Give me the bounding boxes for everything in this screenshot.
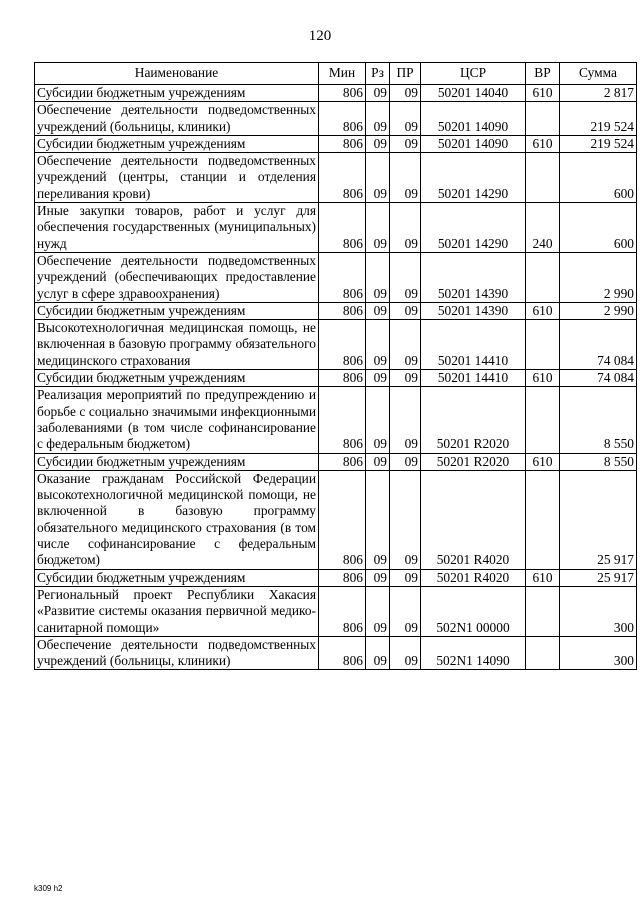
row-vr: 610 — [526, 135, 560, 152]
row-rz: 09 — [366, 85, 390, 102]
row-sum: 25 917 — [560, 569, 637, 586]
row-vr — [526, 102, 560, 136]
row-min: 806 — [319, 586, 366, 636]
footer-code: k309 h2 — [34, 884, 63, 893]
row-min: 806 — [319, 85, 366, 102]
row-sum: 74 084 — [560, 320, 637, 370]
row-min: 806 — [319, 135, 366, 152]
row-rz: 09 — [366, 569, 390, 586]
row-sum: 8 550 — [560, 453, 637, 470]
row-pr: 09 — [390, 636, 421, 670]
row-name: Субсидии бюджетным учреждениям — [35, 85, 319, 102]
row-name: Субсидии бюджетным учреждениям — [35, 569, 319, 586]
row-pr: 09 — [390, 586, 421, 636]
row-csr: 50201 R2020 — [421, 387, 526, 453]
header-csr: ЦСР — [421, 63, 526, 85]
row-name: Иные закупки товаров, работ и услуг для обеспечения государственных (муниципальных) нужд — [35, 203, 319, 253]
header-sum: Сумма — [560, 63, 637, 85]
row-pr: 09 — [390, 252, 421, 302]
row-min: 806 — [319, 370, 366, 387]
table-row — [35, 102, 637, 136]
header-pr: ПР — [390, 63, 421, 85]
row-name: Обеспечение деятельности подведомственных учреждений (центры, станции и отделения переливания крови) — [35, 153, 319, 203]
table-row — [35, 470, 637, 569]
row-vr — [526, 470, 560, 569]
row-csr: 50201 14410 — [421, 370, 526, 387]
row-vr — [526, 153, 560, 203]
table-row — [35, 586, 637, 636]
header-rz: Рз — [366, 63, 390, 85]
row-min: 806 — [319, 153, 366, 203]
row-sum: 219 524 — [560, 135, 637, 152]
row-vr — [526, 586, 560, 636]
row-name: Высокотехнологичная медицинская помощь, не включенная в базовую программу обязательного медицинского страхования — [35, 320, 319, 370]
row-min: 806 — [319, 252, 366, 302]
page-number: 120 — [308, 28, 332, 44]
row-vr: 240 — [526, 203, 560, 253]
row-sum: 219 524 — [560, 102, 637, 136]
row-pr: 09 — [390, 153, 421, 203]
row-rz: 09 — [366, 470, 390, 569]
row-csr: 50201 R2020 — [421, 453, 526, 470]
row-min: 806 — [319, 302, 366, 319]
table-row — [35, 153, 637, 203]
row-rz: 09 — [366, 252, 390, 302]
row-min: 806 — [319, 387, 366, 453]
row-pr: 09 — [390, 370, 421, 387]
row-csr: 50201 14040 — [421, 85, 526, 102]
table-row — [35, 85, 637, 102]
row-csr: 50201 14090 — [421, 135, 526, 152]
row-min: 806 — [319, 636, 366, 670]
budget-table — [34, 62, 637, 670]
row-pr: 09 — [390, 203, 421, 253]
row-vr: 610 — [526, 302, 560, 319]
row-vr — [526, 320, 560, 370]
row-pr: 09 — [390, 453, 421, 470]
row-min: 806 — [319, 102, 366, 136]
table-row — [35, 569, 637, 586]
row-rz: 09 — [366, 102, 390, 136]
row-rz: 09 — [366, 387, 390, 453]
row-pr: 09 — [390, 320, 421, 370]
row-rz: 09 — [366, 153, 390, 203]
row-name: Субсидии бюджетным учреждениям — [35, 453, 319, 470]
row-min: 806 — [319, 453, 366, 470]
row-csr: 50201 14410 — [421, 320, 526, 370]
row-vr — [526, 636, 560, 670]
row-csr: 50201 14090 — [421, 102, 526, 136]
header-min: Мин — [319, 63, 366, 85]
row-vr — [526, 387, 560, 453]
row-vr: 610 — [526, 85, 560, 102]
row-csr: 50201 R4020 — [421, 569, 526, 586]
table-row — [35, 252, 637, 302]
row-csr: 502N1 14090 — [421, 636, 526, 670]
row-csr: 50201 14390 — [421, 302, 526, 319]
header-row — [35, 63, 637, 85]
row-sum: 25 917 — [560, 470, 637, 569]
row-name: Субсидии бюджетным учреждениям — [35, 370, 319, 387]
table-row — [35, 636, 637, 670]
row-sum: 600 — [560, 203, 637, 253]
row-name: Субсидии бюджетным учреждениям — [35, 135, 319, 152]
row-rz: 09 — [366, 453, 390, 470]
row-name: Субсидии бюджетным учреждениям — [35, 302, 319, 319]
row-name: Реализация мероприятий по предупреждению и борьбе с социально значимыми инфекционными заболеваниями (в том числе софинансирование с федеральным бюджетом) — [35, 387, 319, 453]
row-pr: 09 — [390, 135, 421, 152]
row-rz: 09 — [366, 135, 390, 152]
row-csr: 50201 14290 — [421, 153, 526, 203]
row-sum: 2 990 — [560, 302, 637, 319]
row-name: Обеспечение деятельности подведомственных учреждений (обеспечивающих предоставление услуг в сфере здравоохранения) — [35, 252, 319, 302]
row-csr: 502N1 00000 — [421, 586, 526, 636]
row-sum: 600 — [560, 153, 637, 203]
row-min: 806 — [319, 470, 366, 569]
row-sum: 2 990 — [560, 252, 637, 302]
row-min: 806 — [319, 203, 366, 253]
header-name: Наименование — [35, 63, 319, 85]
row-csr: 50201 R4020 — [421, 470, 526, 569]
table-row — [35, 203, 637, 253]
row-name: Обеспечение деятельности подведомственных учреждений (больницы, клиники) — [35, 102, 319, 136]
table-row — [35, 135, 637, 152]
row-vr: 610 — [526, 453, 560, 470]
table-row — [35, 370, 637, 387]
row-vr: 610 — [526, 569, 560, 586]
row-rz: 09 — [366, 636, 390, 670]
row-csr: 50201 14390 — [421, 252, 526, 302]
row-name: Обеспечение деятельности подведомственных учреждений (больницы, клиники) — [35, 636, 319, 670]
row-name: Региональный проект Республики Хакасия «Развитие системы оказания первичной медико-санитарной помощи» — [35, 586, 319, 636]
header-vr: ВР — [526, 63, 560, 85]
table-row — [35, 387, 637, 453]
row-pr: 09 — [390, 470, 421, 569]
row-rz: 09 — [366, 203, 390, 253]
table-row — [35, 302, 637, 319]
row-sum: 2 817 — [560, 85, 637, 102]
row-rz: 09 — [366, 370, 390, 387]
row-rz: 09 — [366, 320, 390, 370]
row-csr: 50201 14290 — [421, 203, 526, 253]
table-row — [35, 453, 637, 470]
row-sum: 74 084 — [560, 370, 637, 387]
row-vr — [526, 252, 560, 302]
row-sum: 300 — [560, 586, 637, 636]
row-pr: 09 — [390, 387, 421, 453]
row-sum: 300 — [560, 636, 637, 670]
row-pr: 09 — [390, 302, 421, 319]
row-min: 806 — [319, 569, 366, 586]
row-pr: 09 — [390, 102, 421, 136]
row-pr: 09 — [390, 85, 421, 102]
row-rz: 09 — [366, 302, 390, 319]
row-rz: 09 — [366, 586, 390, 636]
row-name: Оказание гражданам Российской Федерации высокотехнологичной медицинской помощи, не включенной в базовую программу обязательного медицинского страхования (в том числе софинансирование с федеральным бюджетом) — [35, 470, 319, 569]
row-vr: 610 — [526, 370, 560, 387]
row-pr: 09 — [390, 569, 421, 586]
row-min: 806 — [319, 320, 366, 370]
row-sum: 8 550 — [560, 387, 637, 453]
table-row — [35, 320, 637, 370]
